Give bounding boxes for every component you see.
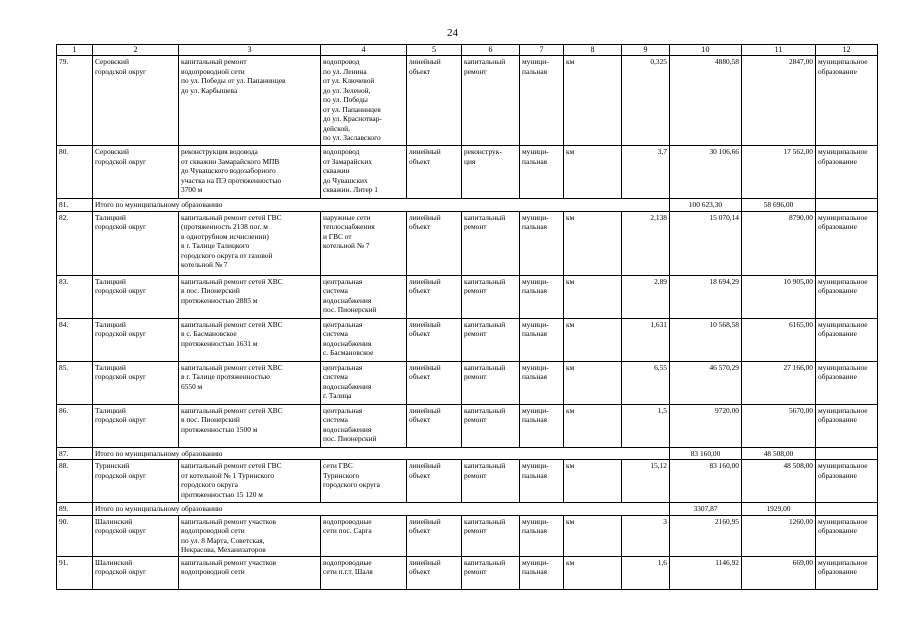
ownership-cell: муници- пальная xyxy=(520,56,564,146)
recipient-cell: муниципальное образование xyxy=(816,515,878,556)
object-cell: наружные сети теплоснабжения и ГВС от котельной № 7 xyxy=(321,211,407,275)
work-type-cell: капитальный ремонт xyxy=(462,515,520,556)
budget-cell: 58 696,00 xyxy=(742,199,816,211)
cost-cell: 18 694,29 xyxy=(670,275,742,318)
column-number-cell: 12 xyxy=(816,45,878,56)
ownership-cell: муници- пальная xyxy=(520,275,564,318)
ownership-cell: муници- пальная xyxy=(520,211,564,275)
object-cell: водопровод от Замарайских скважин до Чувашских скважин. Литер 1 xyxy=(321,146,407,199)
unit-cell: км xyxy=(564,56,622,146)
budget-cell: 8790,00 xyxy=(742,211,816,275)
table-row xyxy=(57,556,878,589)
object-kind-cell: линейный объект xyxy=(407,275,462,318)
cost-cell: 1146,92 xyxy=(670,556,742,589)
cost-cell: 2160,95 xyxy=(670,515,742,556)
ownership-cell: муници- пальная xyxy=(520,318,564,361)
work-type-cell: реконструк- ция xyxy=(462,146,520,199)
object-cell: водопровод по ул. Ленина от ул. Ключевой до ул. Зеленой, по ул. Победы от ул. Папанинцев до ул. Краснотвар- дейской, по ул. Заславского xyxy=(321,56,407,146)
district-cell: Шалинский городской округ xyxy=(93,556,179,589)
length-cell: 6,55 xyxy=(622,361,670,404)
object-kind-cell: линейный объект xyxy=(407,146,462,199)
table-row xyxy=(57,460,878,503)
cost-cell: 15 070,14 xyxy=(670,211,742,275)
work-type-cell: капитальный ремонт xyxy=(462,56,520,146)
budget-cell: 2847,00 xyxy=(742,56,816,146)
work-description-cell: капитальный ремонт сетей ХВС в г. Талице протяженностью 6550 м xyxy=(179,361,321,404)
column-number-cell: 9 xyxy=(622,45,670,56)
recipient-cell: муниципальное образование xyxy=(816,275,878,318)
row-number-cell: 89. xyxy=(57,503,93,515)
unit-cell: км xyxy=(564,460,622,503)
recipient-cell xyxy=(816,447,878,459)
object-kind-cell: линейный объект xyxy=(407,361,462,404)
recipient-cell: муниципальное образование xyxy=(816,146,878,199)
length-cell: 1,5 xyxy=(622,404,670,447)
cost-cell: 100 623,30 xyxy=(670,199,742,211)
object-kind-cell: линейный объект xyxy=(407,211,462,275)
cost-cell: 10 568,58 xyxy=(670,318,742,361)
subtotal-row xyxy=(57,503,878,515)
budget-cell: 10 905,00 xyxy=(742,275,816,318)
recipient-cell: муниципальное образование xyxy=(816,318,878,361)
length-cell: 3 xyxy=(622,515,670,556)
column-number-cell: 10 xyxy=(670,45,742,56)
object-cell: центральная система водоснабжения г. Талица xyxy=(321,361,407,404)
row-number-cell: 91. xyxy=(57,556,93,589)
district-cell: Талицкий городской округ xyxy=(93,318,179,361)
work-description-cell: капитальный ремонт участков водопроводной сети xyxy=(179,556,321,589)
recipient-cell: муниципальное образование xyxy=(816,361,878,404)
cost-cell: 9720,00 xyxy=(670,404,742,447)
length-cell: 0,325 xyxy=(622,56,670,146)
unit-cell: км xyxy=(564,318,622,361)
table-row xyxy=(57,146,878,199)
work-type-cell: капитальный ремонт xyxy=(462,361,520,404)
table-row xyxy=(57,361,878,404)
work-type-cell: капитальный ремонт xyxy=(462,318,520,361)
budget-cell: 5670,00 xyxy=(742,404,816,447)
district-cell: Талицкий городской округ xyxy=(93,275,179,318)
row-number-cell: 90. xyxy=(57,515,93,556)
length-cell: 15,12 xyxy=(622,460,670,503)
work-description-cell: капитальный ремонт водопроводной сети по ул. Победы от ул. Папанинцев до ул. Карбышева xyxy=(179,56,321,146)
table-row xyxy=(57,404,878,447)
column-number-cell: 1 xyxy=(57,45,93,56)
budget-cell: 1929,00 xyxy=(742,503,816,515)
object-kind-cell: линейный объект xyxy=(407,404,462,447)
object-kind-cell: линейный объект xyxy=(407,556,462,589)
work-type-cell: капитальный ремонт xyxy=(462,404,520,447)
object-kind-cell: линейный объект xyxy=(407,460,462,503)
ownership-cell: муници- пальная xyxy=(520,460,564,503)
work-description-cell: реконструкция водовода от скважин Замарайского МПВ до Чувашского водозаборного участка на ПЭ протяженностью 3700 м xyxy=(179,146,321,199)
cost-cell: 83 160,00 xyxy=(670,460,742,503)
work-type-cell: капитальный ремонт xyxy=(462,460,520,503)
object-kind-cell: линейный объект xyxy=(407,318,462,361)
subtotal-row xyxy=(57,447,878,459)
cost-cell: 4880,58 xyxy=(670,56,742,146)
district-cell: Талицкий городской округ xyxy=(93,361,179,404)
ownership-cell: муници- пальная xyxy=(520,361,564,404)
work-description-cell: капитальный ремонт сетей ХВС в пос. Пионерский протяженностью 2885 м xyxy=(179,275,321,318)
recipient-cell: муниципальное образование xyxy=(816,460,878,503)
length-cell: 2,89 xyxy=(622,275,670,318)
row-number-cell: 82. xyxy=(57,211,93,275)
subtotal-label-cell: Итого по муниципальному образованию xyxy=(93,503,670,515)
column-number-cell: 11 xyxy=(742,45,816,56)
ownership-cell: муници- пальная xyxy=(520,515,564,556)
budget-cell: 1260,00 xyxy=(742,515,816,556)
column-number-cell: 3 xyxy=(179,45,321,56)
object-cell: сети ГВС Туринского городского округа xyxy=(321,460,407,503)
work-type-cell: капитальный ремонт xyxy=(462,211,520,275)
table-row xyxy=(57,318,878,361)
budget-cell: 669,00 xyxy=(742,556,816,589)
budget-cell: 48 508,00 xyxy=(742,460,816,503)
recipient-cell: муниципальное образование xyxy=(816,56,878,146)
district-cell: Туринский городской округ xyxy=(93,460,179,503)
column-number-cell: 6 xyxy=(462,45,520,56)
unit-cell: км xyxy=(564,404,622,447)
row-number-cell: 84. xyxy=(57,318,93,361)
subtotal-label-cell: Итого по муниципальному образованию xyxy=(93,199,670,211)
work-description-cell: капитальный ремонт сетей ГВС от котельной № 1 Туринского городского округа протяженностью 15 120 м xyxy=(179,460,321,503)
length-cell: 2,138 xyxy=(622,211,670,275)
object-cell: центральная система водоснабжения пос. Пионерский xyxy=(321,275,407,318)
work-type-cell: капитальный ремонт xyxy=(462,556,520,589)
length-cell: 3,7 xyxy=(622,146,670,199)
budget-cell: 17 562,00 xyxy=(742,146,816,199)
district-cell: Шалинский городской округ xyxy=(93,515,179,556)
object-cell: центральная система водоснабжения пос. Пионерский xyxy=(321,404,407,447)
budget-cell: 27 166,00 xyxy=(742,361,816,404)
work-description-cell: капитальный ремонт сетей ГВС (протяженность 2138 пог. м в однотрубном исчислении) в г. Талице Талицкого городского округа от газовой котельной № 7 xyxy=(179,211,321,275)
unit-cell: км xyxy=(564,515,622,556)
subtotal-label-cell: Итого по муниципальному образованию xyxy=(93,447,670,459)
length-cell: 1,6 xyxy=(622,556,670,589)
column-number-cell: 4 xyxy=(321,45,407,56)
recipient-cell: муниципальное образование xyxy=(816,404,878,447)
object-cell: центральная система водоснабжения с. Басмановское xyxy=(321,318,407,361)
column-number-row xyxy=(57,45,878,56)
row-number-cell: 87. xyxy=(57,447,93,459)
district-cell: Талицкий городской округ xyxy=(93,404,179,447)
row-number-cell: 83. xyxy=(57,275,93,318)
work-description-cell: капитальный ремонт участков водопроводной сети по ул. 8 Марта, Советская, Некрасова, Механизаторов xyxy=(179,515,321,556)
ownership-cell: муници- пальная xyxy=(520,556,564,589)
ownership-cell: муници- пальная xyxy=(520,404,564,447)
unit-cell: км xyxy=(564,275,622,318)
column-number-cell: 8 xyxy=(564,45,622,56)
table-row xyxy=(57,56,878,146)
budget-cell: 6165,00 xyxy=(742,318,816,361)
row-number-cell: 81. xyxy=(57,199,93,211)
work-description-cell: капитальный ремонт сетей ХВС в пос. Пионерский протяженностью 1500 м xyxy=(179,404,321,447)
recipient-cell xyxy=(816,503,878,515)
table-row xyxy=(57,275,878,318)
column-number-cell: 5 xyxy=(407,45,462,56)
ownership-cell: муници- пальная xyxy=(520,146,564,199)
object-cell: водопроводные сети пос. Сарга xyxy=(321,515,407,556)
object-kind-cell: линейный объект xyxy=(407,515,462,556)
subtotal-row xyxy=(57,199,878,211)
budget-cell: 48 508,00 xyxy=(742,447,816,459)
work-type-cell: капитальный ремонт xyxy=(462,275,520,318)
cost-cell: 83 160,00 xyxy=(670,447,742,459)
table-row xyxy=(57,211,878,275)
object-kind-cell: линейный объект xyxy=(407,56,462,146)
row-number-cell: 86. xyxy=(57,404,93,447)
district-cell: Серовский городской округ xyxy=(93,146,179,199)
district-cell: Серовский городской округ xyxy=(93,56,179,146)
work-description-cell: капитальный ремонт сетей ХВС в с. Басмановское протяженностью 1631 м xyxy=(179,318,321,361)
table-row xyxy=(57,515,878,556)
cost-cell: 3307,87 xyxy=(670,503,742,515)
program-table xyxy=(56,44,878,590)
page-number: 24 xyxy=(447,27,458,39)
recipient-cell: муниципальное образование xyxy=(816,211,878,275)
unit-cell: км xyxy=(564,146,622,199)
recipient-cell: муниципальное образование xyxy=(816,556,878,589)
unit-cell: км xyxy=(564,361,622,404)
cost-cell: 30 106,66 xyxy=(670,146,742,199)
object-cell: водопроводные сети п.г.т. Шаля xyxy=(321,556,407,589)
column-number-cell: 2 xyxy=(93,45,179,56)
district-cell: Талицкий городской округ xyxy=(93,211,179,275)
row-number-cell: 85. xyxy=(57,361,93,404)
unit-cell: км xyxy=(564,556,622,589)
row-number-cell: 80. xyxy=(57,146,93,199)
cost-cell: 46 570,29 xyxy=(670,361,742,404)
unit-cell: км xyxy=(564,211,622,275)
recipient-cell xyxy=(816,199,878,211)
row-number-cell: 79. xyxy=(57,56,93,146)
column-number-cell: 7 xyxy=(520,45,564,56)
row-number-cell: 88. xyxy=(57,460,93,503)
length-cell: 1,631 xyxy=(622,318,670,361)
